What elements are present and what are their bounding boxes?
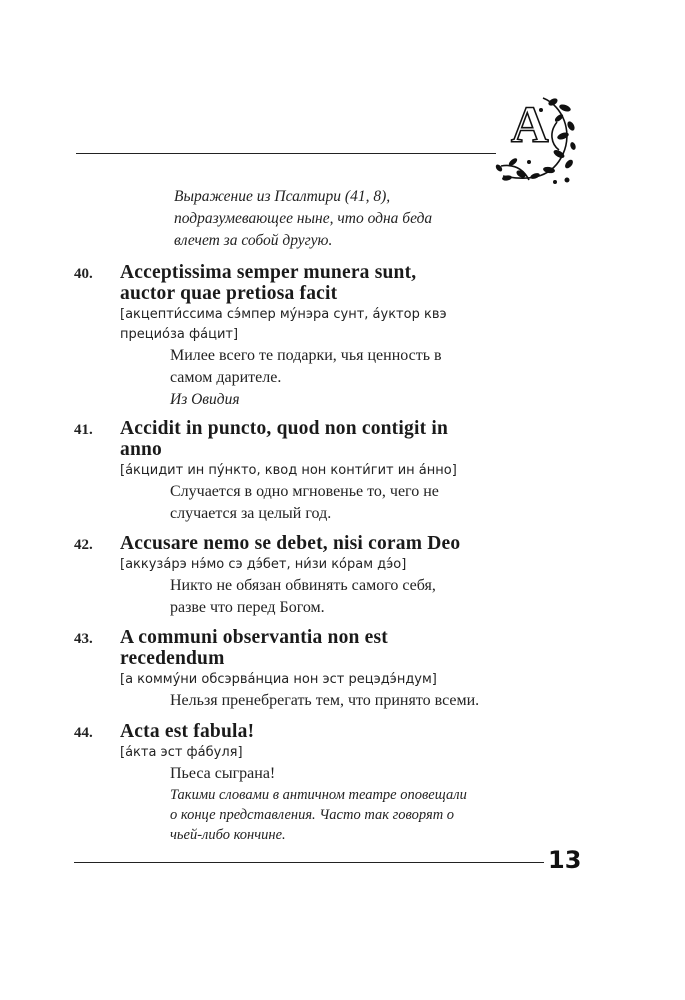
latin-line: Acta est fabula! xyxy=(120,721,255,742)
translation-line: Пьеса сыграна! xyxy=(170,765,276,782)
entry-number: 41. xyxy=(74,422,93,438)
transcription xyxy=(120,305,554,345)
footer-rule xyxy=(74,862,544,863)
entry-number: 43. xyxy=(74,631,93,647)
entry-number: 42. xyxy=(74,537,93,553)
latin-phrase xyxy=(120,627,554,669)
entry-number: 44. xyxy=(74,725,93,741)
drop-cap-letter: A xyxy=(511,97,549,154)
entry-40 xyxy=(74,262,554,410)
latin-line: A communi observantia non est xyxy=(120,627,388,648)
transcription-line: [а́кцидит ин пу́нкто, квод нон конти́гит ин а́нно] xyxy=(120,463,457,478)
transcription xyxy=(120,743,554,763)
transcription-line: [акцепти́ссима сэ́мпер му́нэра сунт, а́уктор квэ xyxy=(120,307,447,322)
latin-line: anno xyxy=(120,439,162,460)
intro-line: влечет за собой другую. xyxy=(174,232,333,249)
translation-line: Случается в одно мгновенье то, чего не xyxy=(170,483,439,500)
note-line: Такими словами в античном театре оповещали xyxy=(170,787,467,803)
translation-line: Никто не обязан обвинять самого себя, xyxy=(170,577,436,594)
latin-line: Accusare nemo se debet, nisi coram Deo xyxy=(120,533,461,554)
intro-line: Выражение из Псалтири (41, 8), xyxy=(174,188,391,205)
latin-phrase xyxy=(120,418,554,460)
transcription xyxy=(120,461,554,481)
latin-line: recedendum xyxy=(120,648,225,669)
latin-line: Acceptissima semper munera sunt, xyxy=(120,262,417,283)
translation xyxy=(170,690,554,712)
entry-43 xyxy=(74,627,554,712)
transcription xyxy=(120,670,554,690)
note-line: чьей-либо кончине. xyxy=(170,827,286,843)
transcription-line: [а комму́ни обсэрва́нциа нон эст рецэдэ́ндум] xyxy=(120,672,437,687)
source-note: Из Овидия xyxy=(170,391,240,408)
latin-line: Accidit in puncto, quod non contigit in xyxy=(120,418,448,439)
entry-42 xyxy=(74,533,554,619)
translation-line: Нельзя пренебрегать тем, что принято всеми. xyxy=(170,692,480,709)
translation xyxy=(170,481,554,525)
note-line: о конце представления. Часто так говорят о xyxy=(170,807,455,823)
page-number: 13 xyxy=(548,846,582,874)
latin-line: auctor quae pretiosa facit xyxy=(120,283,338,304)
translation xyxy=(170,763,554,785)
header-rule xyxy=(76,153,496,154)
translation-line: самом дарителе. xyxy=(170,369,282,386)
entry-41 xyxy=(74,418,554,525)
latin-phrase xyxy=(120,262,554,304)
commentary-note xyxy=(170,785,560,845)
latin-phrase xyxy=(120,533,554,554)
intro-paragraph xyxy=(174,186,554,252)
translation-line: Милее всего те подарки, чья ценность в xyxy=(170,347,442,364)
translation xyxy=(170,575,554,619)
transcription-line: [аккуза́рэ нэ́мо сэ дэ́бет, ни́зи ко́рам дэ́о] xyxy=(120,557,407,572)
transcription-line: [а́кта эст фа́буля] xyxy=(120,745,243,760)
translation-line: разве что перед Богом. xyxy=(170,599,325,616)
translation xyxy=(170,345,554,389)
transcription xyxy=(120,555,554,575)
transcription-line: прецио́за фа́цит] xyxy=(120,327,239,342)
entry-44 xyxy=(74,721,554,845)
translation-line: случается за целый год. xyxy=(170,505,332,522)
latin-phrase xyxy=(120,721,554,742)
intro-line: подразумевающее ныне, что одна беда xyxy=(174,210,433,227)
entry-number: 40. xyxy=(74,266,93,282)
